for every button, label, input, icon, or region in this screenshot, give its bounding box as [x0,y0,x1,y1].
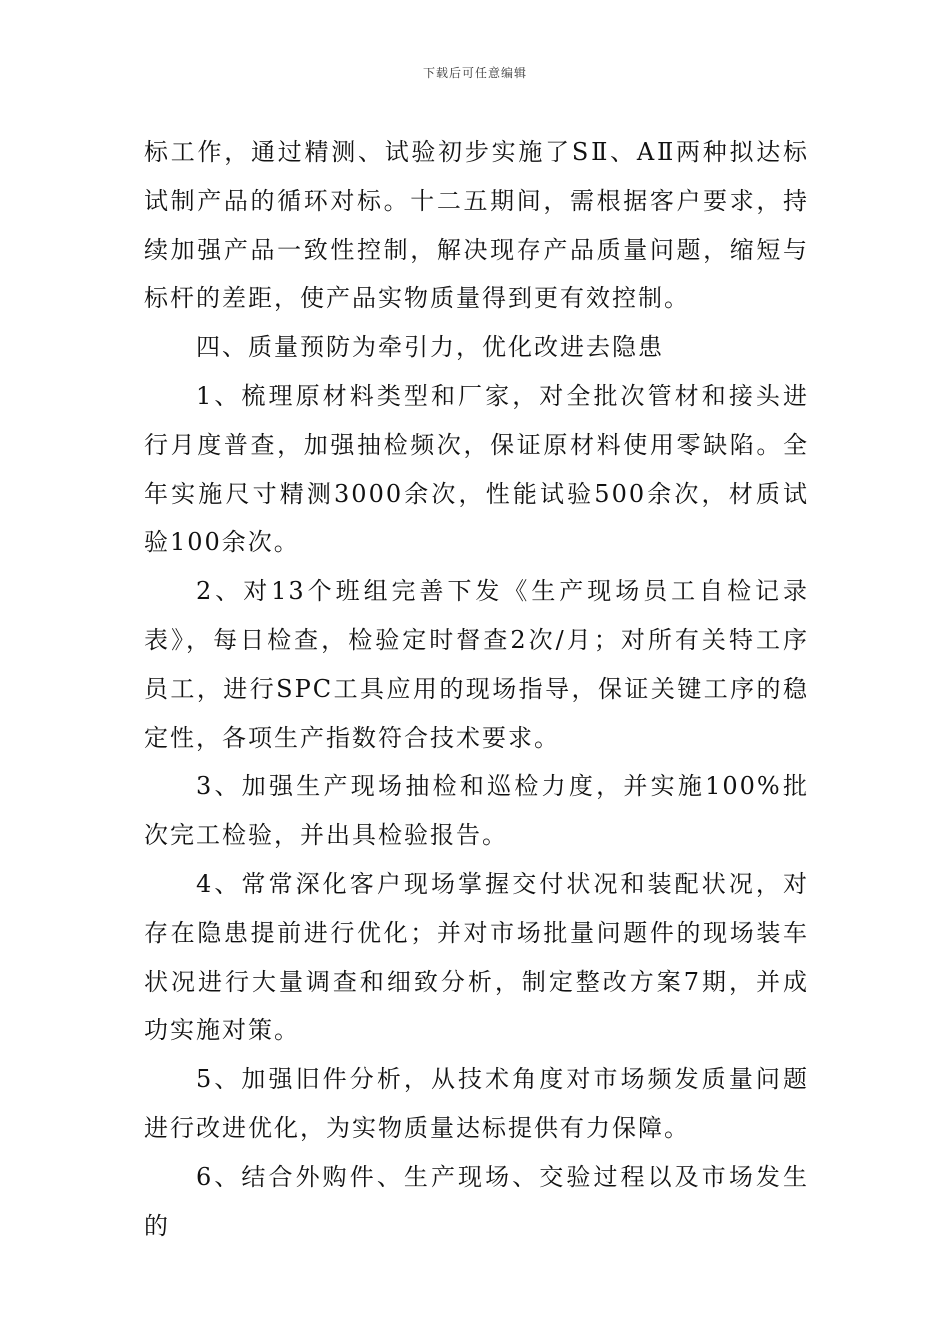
paragraph-item-2: 2、对13个班组完善下发《生产现场员工自检记录表》，每日检查，检验定时督查2次/月；对所有关特工序员工，进行SPC工具应用的现场指导，保证关键工序的稳定性，各项生产指数符合技术要求。 [144,577,809,752]
paragraph-continuation: 标工作，通过精测、试验初步实施了SⅡ、AⅡ两种拟达标试制产品的循环对标。十二五期间，需根据客户要求，持续加强产品一致性控制，解决现存产品质量问题，缩短与标杆的差距，使产品实物质量得到更有效控制。 [144,138,809,313]
section-heading: 四、质量预防为牵引力，优化改进去隐患 [196,333,664,362]
document-body [144,128,809,1250]
page-header [0,64,950,81]
paragraph-item-5: 5、加强旧件分析，从技术角度对市场频发质量问题进行改进优化，为实物质量达标提供有力保障。 [144,1065,809,1142]
paragraph-item-4: 4、常常深化客户现场掌握交付状况和装配状况，对存在隐患提前进行优化；并对市场批量问题件的现场装车状况进行大量调查和细致分析，制定整改方案7期，并成功实施对策。 [144,869,809,1045]
paragraph-item-6: 6、结合外购件、生产现场、交验过程以及市场发生的 [144,1162,809,1240]
header-note: 下载后可任意编辑 [422,66,527,80]
paragraph-item-1: 1、梳理原材料类型和厂家，对全批次管材和接头进行月度普查，加强抽检频次，保证原材料使用零缺陷。全年实施尺寸精测3000余次，性能试验500余次，材质试验100余次。 [144,381,809,557]
paragraph-item-3: 3、加强生产现场抽检和巡检力度，并实施100%批次完工检验，并出具检验报告。 [144,772,809,850]
